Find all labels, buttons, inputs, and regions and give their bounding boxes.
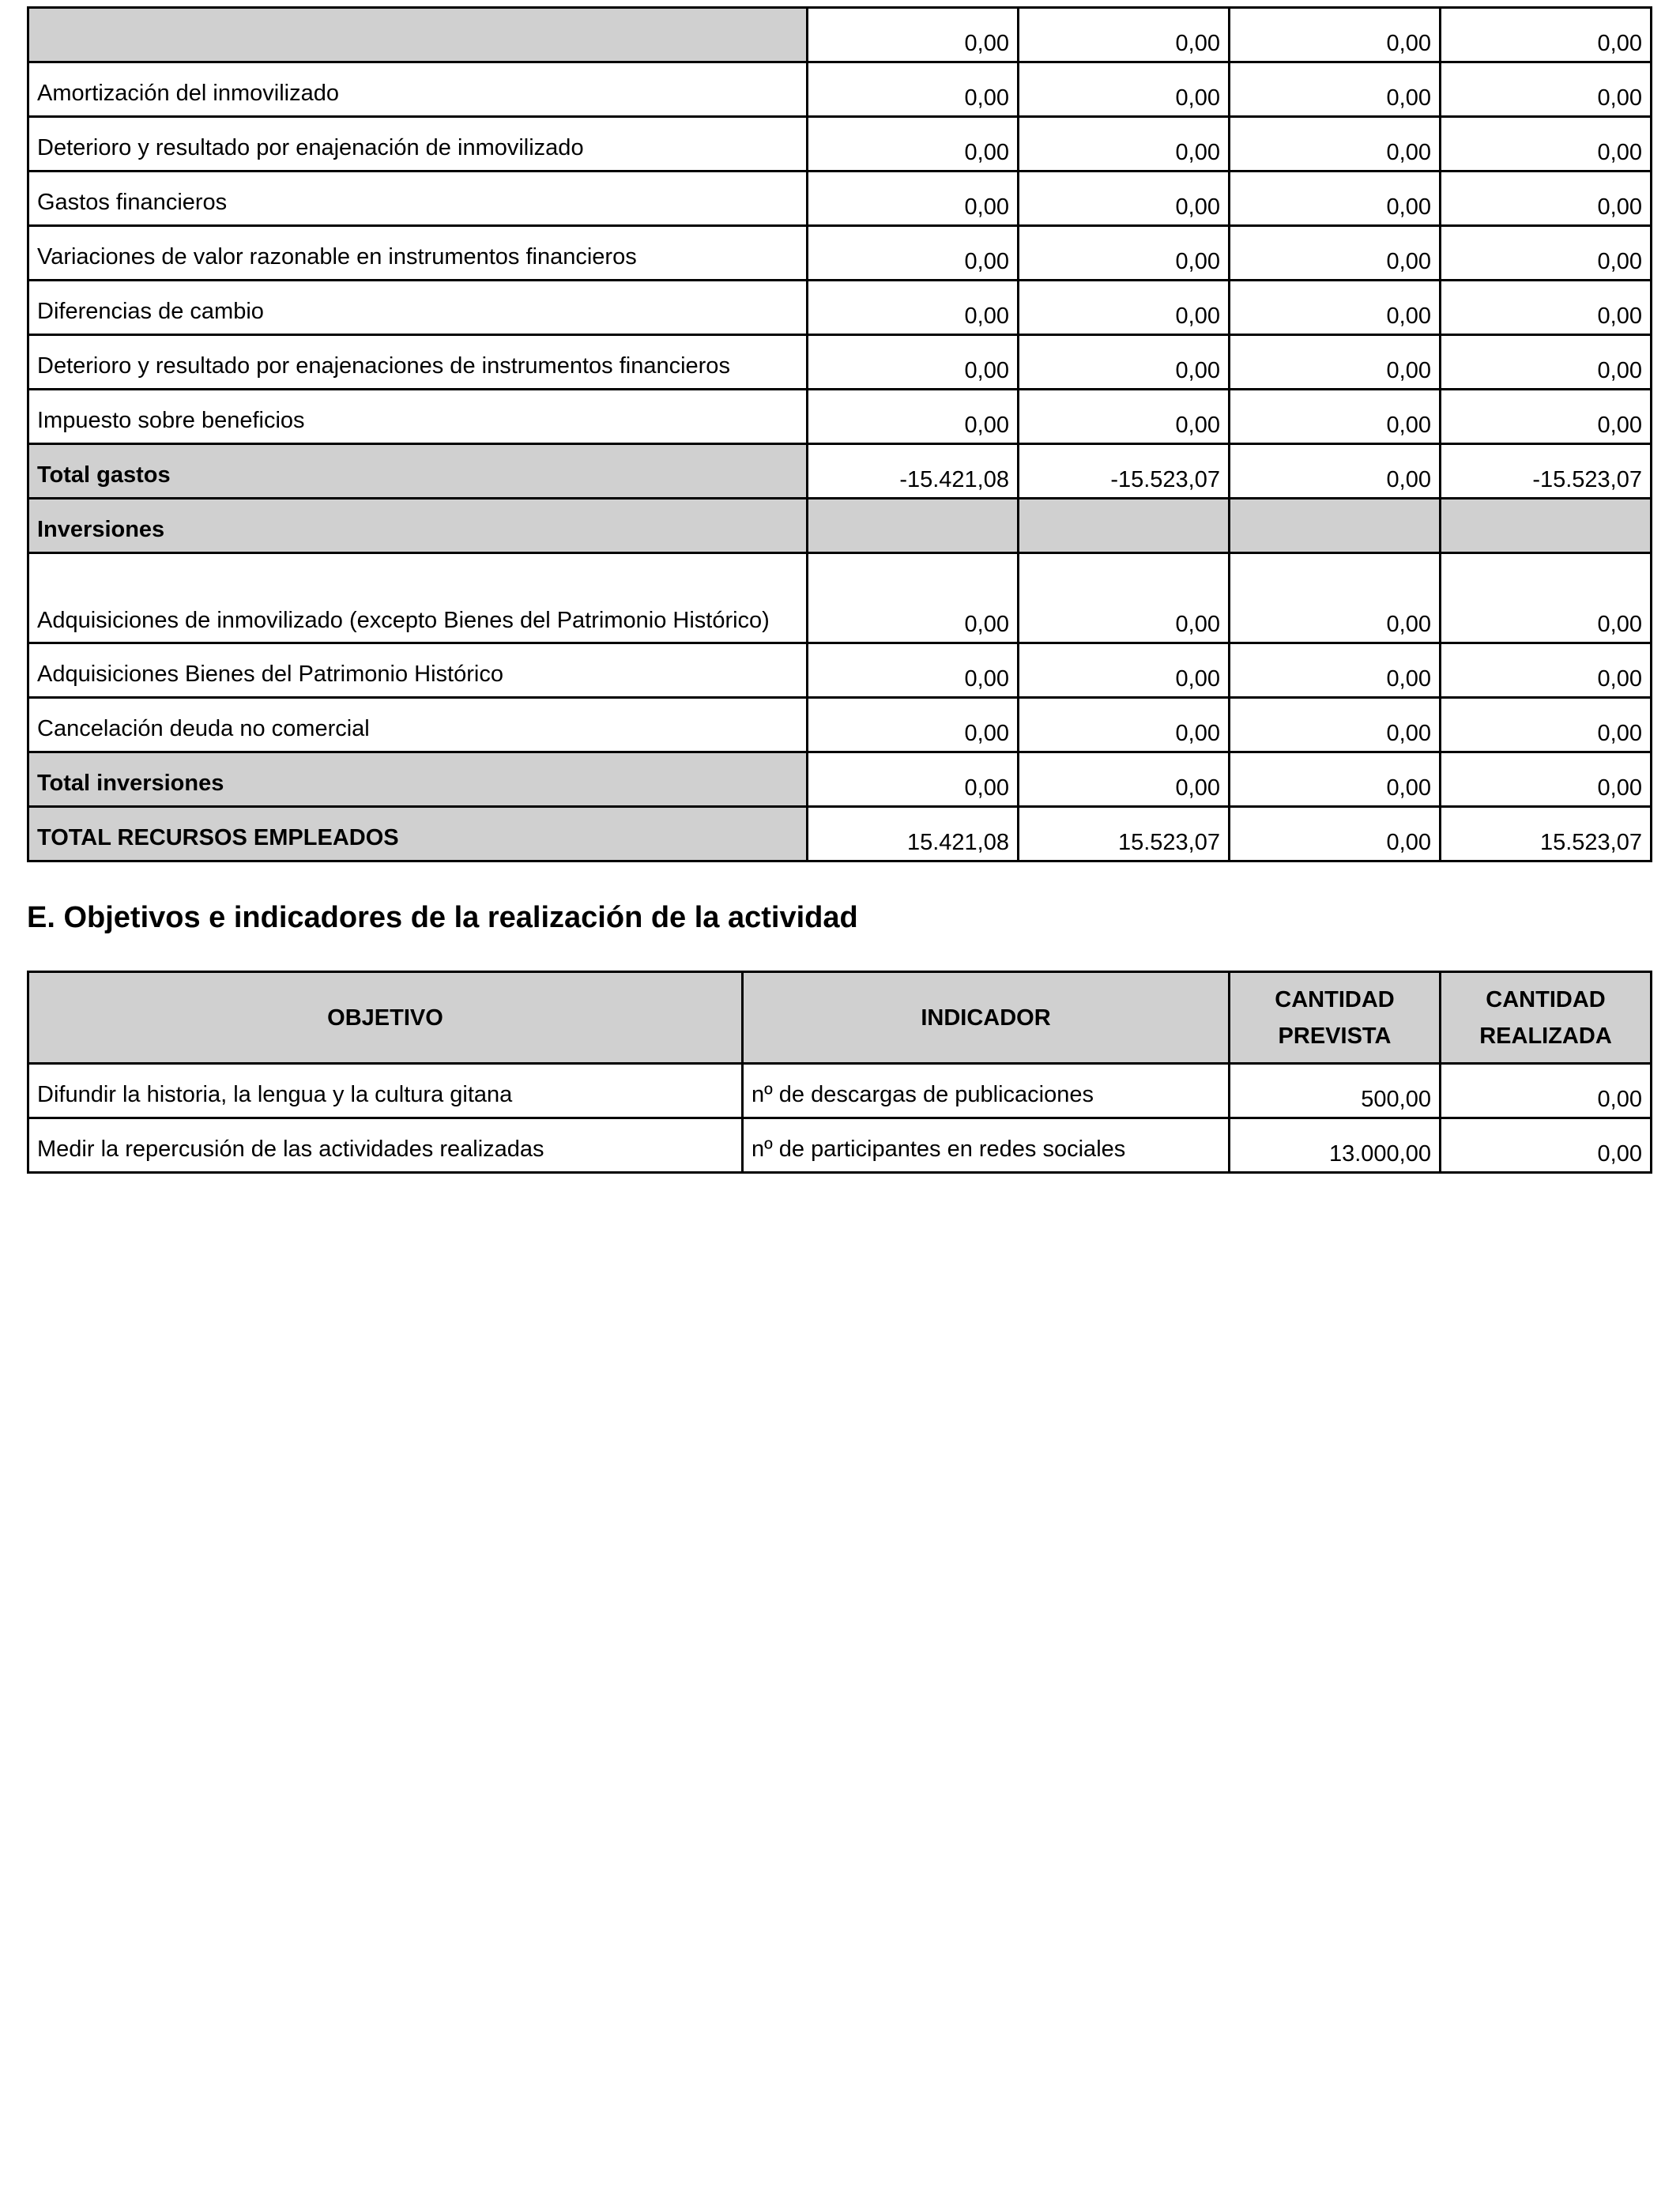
realizada-cell: 0,00 <box>1441 1064 1652 1118</box>
row-label: Total gastos <box>28 444 808 499</box>
value-cell: 0,00 <box>808 752 1019 807</box>
header-objetivo: OBJETIVO <box>28 972 743 1064</box>
value-cell: 0,00 <box>1019 553 1230 643</box>
row-label: Adquisiciones Bienes del Patrimonio Histórico <box>28 643 808 698</box>
table-row <box>28 335 1652 390</box>
value-cell: 0,00 <box>1441 226 1652 281</box>
row-label: Total inversiones <box>28 752 808 807</box>
table-row <box>28 62 1652 117</box>
value-cell: 0,00 <box>1019 698 1230 752</box>
objectives-header-row <box>28 972 1652 1064</box>
value-cell: 0,00 <box>1441 390 1652 444</box>
value-cell: 0,00 <box>808 226 1019 281</box>
value-cell: 0,00 <box>1019 117 1230 172</box>
value-cell: 0,00 <box>1441 752 1652 807</box>
value-cell: 0,00 <box>1230 8 1441 62</box>
header-cantidad-realizada: CANTIDAD REALIZADA <box>1441 972 1652 1064</box>
table-row <box>28 117 1652 172</box>
value-cell: 0,00 <box>1441 698 1652 752</box>
value-cell: 0,00 <box>1019 62 1230 117</box>
value-cell: 0,00 <box>808 390 1019 444</box>
table-row <box>28 1118 1652 1173</box>
value-cell: 0,00 <box>1019 281 1230 335</box>
value-cell: 0,00 <box>1230 226 1441 281</box>
row-label: Amortización del inmovilizado <box>28 62 808 117</box>
table-row <box>28 390 1652 444</box>
row-label: Cancelación deuda no comercial <box>28 698 808 752</box>
value-cell: 0,00 <box>1019 752 1230 807</box>
value-cell <box>1230 499 1441 553</box>
table-row <box>28 444 1652 499</box>
objetivo-cell: Difundir la historia, la lengua y la cultura gitana <box>28 1064 743 1118</box>
value-cell <box>1019 499 1230 553</box>
value-cell: 0,00 <box>1019 172 1230 226</box>
prevista-cell: 500,00 <box>1230 1064 1441 1118</box>
indicador-cell: nº de participantes en redes sociales <box>743 1118 1230 1173</box>
header-indicador: INDICADOR <box>743 972 1230 1064</box>
row-label: Deterioro y resultado por enajenación de inmovilizado <box>28 117 808 172</box>
row-label: Impuesto sobre beneficios <box>28 390 808 444</box>
table-row <box>28 807 1652 861</box>
value-cell: 0,00 <box>1441 643 1652 698</box>
value-cell: 0,00 <box>808 553 1019 643</box>
value-cell: 0,00 <box>1441 335 1652 390</box>
table-row <box>28 281 1652 335</box>
value-cell: -15.523,07 <box>1441 444 1652 499</box>
value-cell: 0,00 <box>1441 62 1652 117</box>
value-cell: 0,00 <box>1230 62 1441 117</box>
row-label: Inversiones <box>28 499 808 553</box>
value-cell: 0,00 <box>1441 117 1652 172</box>
value-cell: 0,00 <box>808 643 1019 698</box>
value-cell: 0,00 <box>1230 643 1441 698</box>
value-cell <box>808 499 1019 553</box>
table-row <box>28 752 1652 807</box>
value-cell: 0,00 <box>1019 390 1230 444</box>
prevista-cell: 13.000,00 <box>1230 1118 1441 1173</box>
value-cell: 0,00 <box>808 117 1019 172</box>
value-cell: 15.523,07 <box>1441 807 1652 861</box>
objectives-table <box>27 971 1652 1174</box>
value-cell: 0,00 <box>1230 698 1441 752</box>
value-cell: 0,00 <box>1019 643 1230 698</box>
value-cell: 15.523,07 <box>1019 807 1230 861</box>
value-cell: 0,00 <box>808 172 1019 226</box>
table-row <box>28 8 1652 62</box>
table-row <box>28 698 1652 752</box>
objetivo-cell: Medir la repercusión de las actividades realizadas <box>28 1118 743 1173</box>
section-title: E. Objetivos e indicadores de la realización de la actividad <box>27 901 858 934</box>
value-cell: 0,00 <box>1230 807 1441 861</box>
value-cell: 0,00 <box>1019 226 1230 281</box>
value-cell: 0,00 <box>1230 172 1441 226</box>
value-cell: 0,00 <box>1230 117 1441 172</box>
value-cell: 0,00 <box>808 8 1019 62</box>
value-cell: 0,00 <box>1441 281 1652 335</box>
value-cell: 0,00 <box>1019 8 1230 62</box>
table-row <box>28 499 1652 553</box>
indicador-cell: nº de descargas de publicaciones <box>743 1064 1230 1118</box>
value-cell: 0,00 <box>808 62 1019 117</box>
value-cell: 0,00 <box>808 281 1019 335</box>
value-cell: 0,00 <box>1230 553 1441 643</box>
value-cell: -15.523,07 <box>1019 444 1230 499</box>
value-cell: -15.421,08 <box>808 444 1019 499</box>
value-cell: 0,00 <box>1230 281 1441 335</box>
value-cell: 0,00 <box>808 698 1019 752</box>
value-cell: 15.421,08 <box>808 807 1019 861</box>
value-cell: 0,00 <box>1441 553 1652 643</box>
row-label: Deterioro y resultado por enajenaciones de instrumentos financieros <box>28 335 808 390</box>
value-cell <box>1441 499 1652 553</box>
table-row <box>28 553 1652 643</box>
table-row <box>28 1064 1652 1118</box>
table-row <box>28 172 1652 226</box>
row-label: Variaciones de valor razonable en instrumentos financieros <box>28 226 808 281</box>
value-cell: 0,00 <box>1019 335 1230 390</box>
resources-table <box>27 6 1652 862</box>
row-label: Diferencias de cambio <box>28 281 808 335</box>
realizada-cell: 0,00 <box>1441 1118 1652 1173</box>
value-cell: 0,00 <box>1230 390 1441 444</box>
value-cell: 0,00 <box>1441 8 1652 62</box>
value-cell: 0,00 <box>1230 335 1441 390</box>
value-cell: 0,00 <box>1230 444 1441 499</box>
header-cantidad-prevista: CANTIDAD PREVISTA <box>1230 972 1441 1064</box>
table-row <box>28 643 1652 698</box>
value-cell: 0,00 <box>808 335 1019 390</box>
row-label: TOTAL RECURSOS EMPLEADOS <box>28 807 808 861</box>
row-label: Gastos financieros <box>28 172 808 226</box>
row-label: Adquisiciones de inmovilizado (excepto Bienes del Patrimonio Histórico) <box>28 553 808 643</box>
value-cell: 0,00 <box>1230 752 1441 807</box>
row-label <box>28 8 808 62</box>
value-cell: 0,00 <box>1441 172 1652 226</box>
table-row <box>28 226 1652 281</box>
